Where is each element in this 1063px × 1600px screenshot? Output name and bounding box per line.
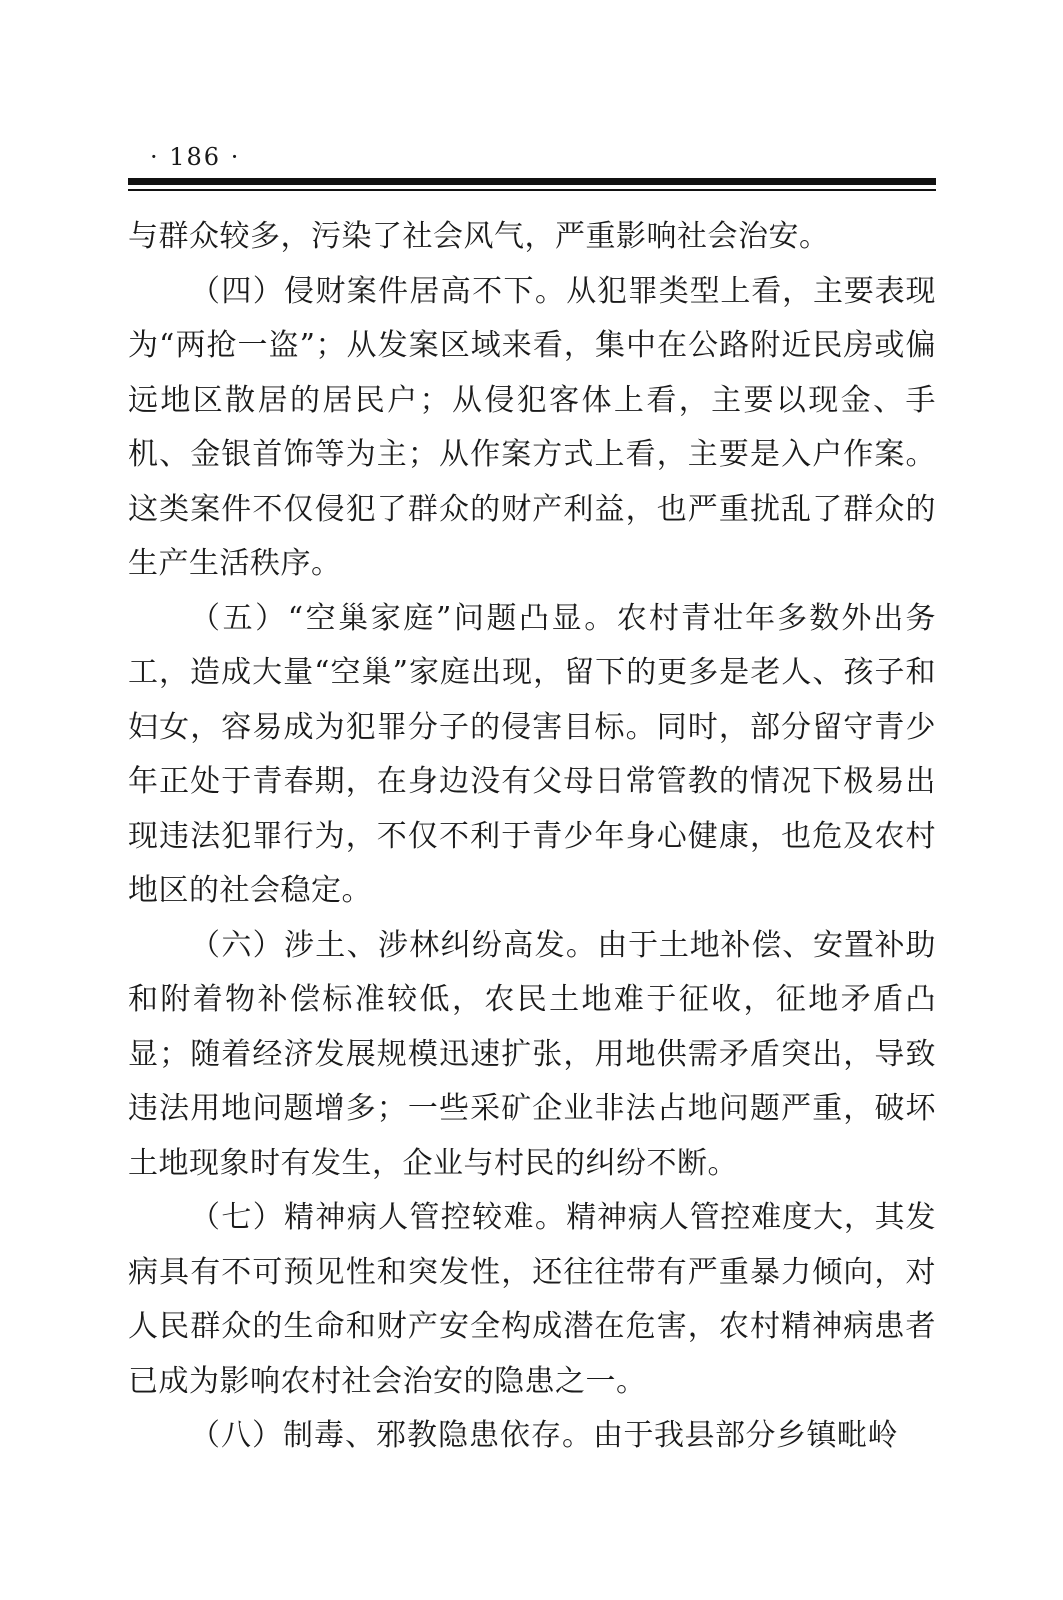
- paragraph-section-6: [128, 919, 936, 1192]
- page-header: [128, 140, 936, 200]
- paragraph-text: 与群众较多，污染了社会风气，严重影响社会治安。: [128, 219, 830, 254]
- section-heading: （八）制毒、邪教隐患依存。: [190, 1418, 593, 1453]
- page-number: · 186 ·: [150, 143, 241, 171]
- paragraph-text: 农村青壮年多数外出务工，造成大量“空巢”家庭出现，留下的更多是老人、孩子和妇女，容易成为犯罪分子的侵害目标。同时，部分留守青少年正处于青春期，在身边没有父母日常管教的情况下极易出现违法犯罪行为，不仅不利于青少年身心健康，也危及农村地区的社会稳定。: [128, 600, 936, 908]
- paragraph-text: 由于土地补偿、安置补助和附着物补偿标准较低，农民土地难于征收，征地矛盾凸显；随着经济发展规模迅速扩张，用地供需矛盾突出，导致违法用地问题增多；一些采矿企业非法占地问题严重，破坏土地现象时有发生，企业与村民的纠纷不断。: [128, 927, 937, 1181]
- body-text: [128, 210, 936, 1464]
- paragraph-continued: [128, 210, 936, 265]
- paragraph-section-7: [128, 1191, 936, 1409]
- paragraph-text: 精神病人管控难度大，其发病具有不可预见性和突发性，还往往带有严重暴力倾向，对人民群众的生命和财产安全构成潜在危害，农村精神病患者已成为影响农村社会治安的隐患之一。: [128, 1200, 937, 1399]
- paragraph-text: 从犯罪类型上看，主要表现为“两抢一盗”；从发案区域来看，集中在公路附近民房或偏远地区散居的居民户；从侵犯客体上看，主要以现金、手机、金银首饰等为主；从作案方式上看，主要是入户作案。这类案件不仅侵犯了群众的财产利益，也严重扰乱了群众的生产生活秩序。: [128, 273, 937, 581]
- paragraph-text: 由于我县部分乡镇毗岭: [593, 1418, 898, 1453]
- section-heading: （六）涉土、涉林纠纷高发。: [190, 927, 598, 963]
- section-heading: （四）侵财案件居高不下。: [190, 273, 567, 309]
- header-rule-thin: [128, 189, 936, 191]
- section-heading: （七）精神病人管控较难。: [190, 1200, 567, 1235]
- paragraph-section-5: [128, 592, 936, 919]
- paragraph-section-4: [128, 265, 936, 592]
- paragraph-section-8: [128, 1409, 936, 1464]
- section-heading: （五）“空巢家庭”问题凸显。: [190, 600, 617, 636]
- header-rule-thick: [128, 178, 936, 185]
